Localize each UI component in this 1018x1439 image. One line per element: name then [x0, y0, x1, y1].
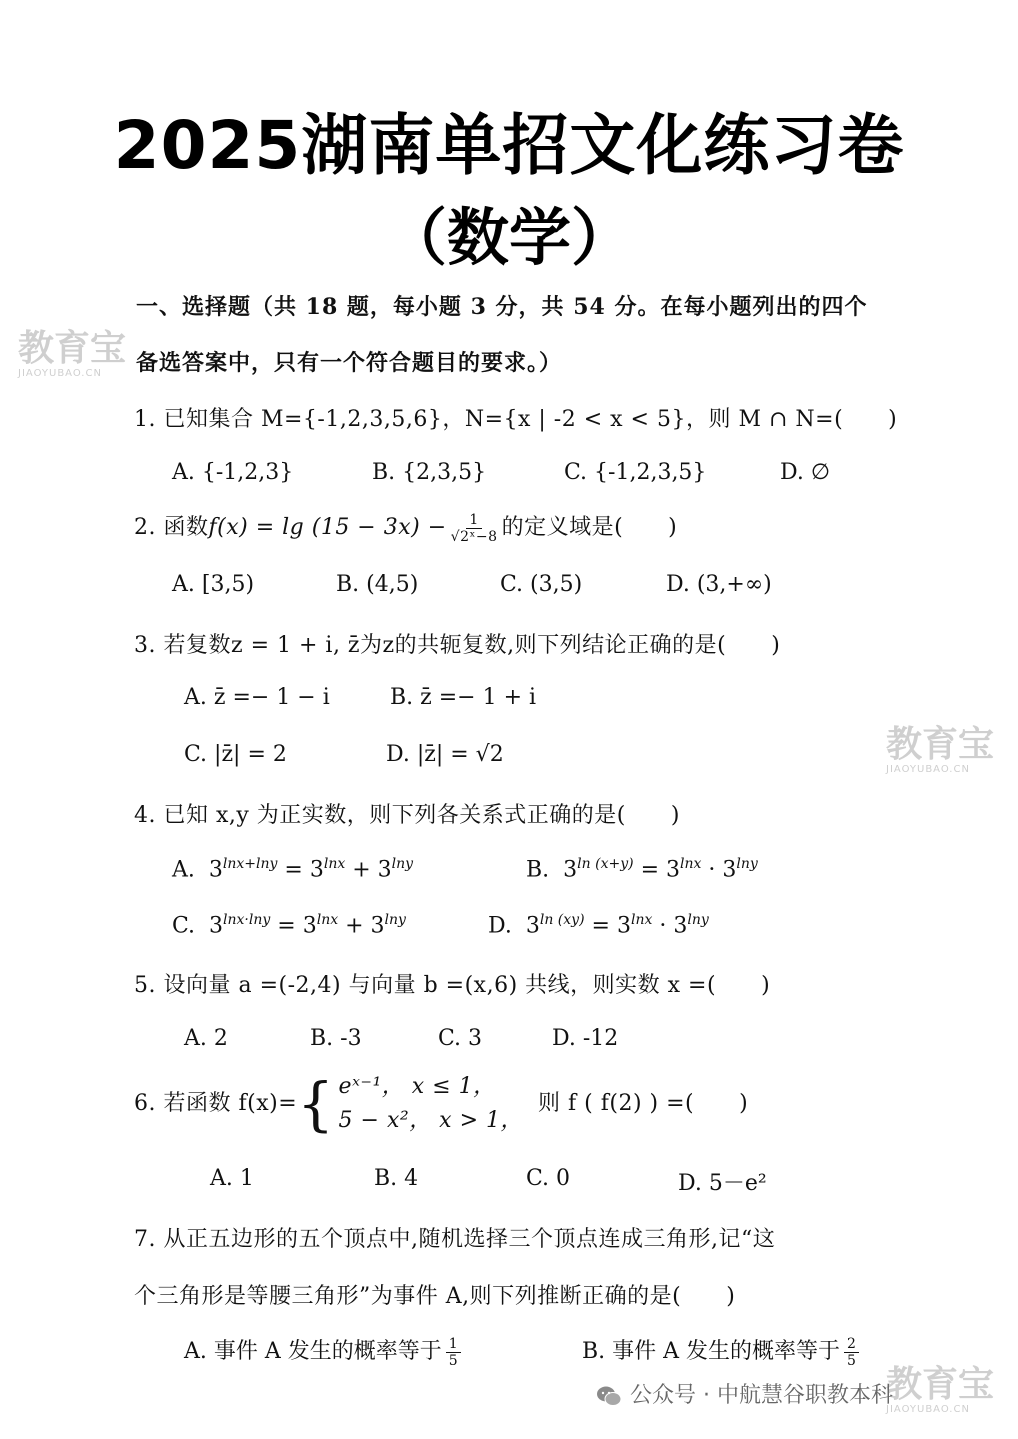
- operator: + 3: [338, 913, 385, 939]
- option-a-text: A. 事件 A 发生的概率等于: [184, 1339, 442, 1364]
- question-1-option-b: B. {2,3,5}: [372, 460, 487, 485]
- question-3-option-a: A. z̄ =− 1 − i: [184, 685, 330, 710]
- question-4-option-a: [172, 856, 413, 882]
- watermark-domain: JIAOYUBAO.CN: [886, 1404, 970, 1415]
- footer-account[interactable]: [596, 1378, 893, 1409]
- watermark-domain: JIAOYUBAO.CN: [886, 764, 970, 775]
- watermark-bottom-right: [886, 1366, 994, 1415]
- question-2-fraction: [451, 512, 498, 545]
- operator: + 3: [345, 857, 392, 883]
- option-label: A.: [172, 857, 195, 883]
- rhs: = 3: [284, 857, 324, 883]
- option-a-fraction: [446, 1336, 461, 1369]
- question-6-prefix: 6. 若函数 f(x)=: [134, 1091, 298, 1116]
- frac-num: 1: [446, 1336, 461, 1353]
- case-1: eˣ⁻¹， x ≤ 1，: [338, 1074, 496, 1099]
- exponent: lnx: [630, 912, 653, 928]
- option-b-fraction: [844, 1336, 859, 1369]
- case-2: 5 − x²， x > 1，: [338, 1108, 524, 1133]
- watermark-brand: 教育宝: [886, 1364, 995, 1405]
- question-5-option-a: A. 2: [184, 1026, 228, 1051]
- question-1-option-c: C. {-1,2,3,5}: [564, 460, 707, 485]
- question-5-option-c: C. 3: [438, 1026, 483, 1051]
- question-2-option-b: B. (4,5): [336, 572, 419, 597]
- watermark-left: [18, 330, 126, 379]
- exponent: lny: [736, 856, 758, 872]
- question-4-option-d: [488, 912, 709, 938]
- footer-text: 公众号 · 中航慧谷职教本科: [630, 1383, 893, 1408]
- question-1-option-d: D. ∅: [780, 460, 831, 485]
- watermark-domain: JIAOYUBAO.CN: [18, 368, 102, 379]
- question-6-option-b: B. 4: [374, 1166, 419, 1191]
- exponent: ln (xy): [539, 912, 585, 928]
- base: 3: [563, 857, 578, 883]
- question-2-frac-den: √2ˣ−8: [450, 528, 498, 545]
- question-7-line1: 7. 从正五边形的五个顶点中,随机选择三个顶点连成三角形,记“这: [134, 1227, 776, 1252]
- question-6-suffix: 则 f ( f(2) ) =( ): [538, 1091, 749, 1116]
- question-7-option-a: [184, 1334, 465, 1369]
- question-6-option-d: D. 5－e²: [678, 1171, 767, 1196]
- page-title: 2025湖南单招文化练习卷: [113, 107, 905, 184]
- frac-den: 5: [448, 1352, 458, 1369]
- option-label: B.: [526, 857, 550, 883]
- question-3-option-d: D. |z̄| = √2: [386, 742, 504, 767]
- option-label: C.: [172, 913, 196, 939]
- piecewise-brace: {: [297, 1070, 335, 1138]
- section-heading-line1: 一、选择题（共 18 题，每小题 3 分，共 54 分。在每小题列出的四个: [136, 294, 868, 320]
- base: 3: [208, 857, 223, 883]
- rhs: = 3: [277, 913, 317, 939]
- operator: · 3: [701, 857, 737, 883]
- question-7-option-b: [582, 1334, 863, 1369]
- question-2-option-d: D. (3,+∞): [666, 572, 772, 597]
- exponent: lnx: [680, 856, 702, 872]
- section-heading-line2: 备选答案中，只有一个符合题目的要求。）: [136, 350, 563, 376]
- piecewise-cases: [339, 1070, 523, 1138]
- exponent: lnx·lny: [223, 912, 271, 928]
- exponent: lnx+lny: [222, 856, 278, 872]
- question-4-stem: 4. 已知 x,y 为正实数，则下列各关系式正确的是( ): [134, 803, 680, 828]
- exponent: ln (x+y): [577, 856, 634, 872]
- exponent: lnx: [323, 856, 346, 872]
- question-6-stem: [134, 1070, 748, 1138]
- question-3-option-c: C. |z̄| = 2: [184, 742, 287, 767]
- question-1-option-a: A. {-1,2,3}: [172, 460, 294, 485]
- option-label: D.: [488, 913, 512, 939]
- question-4-option-b: [526, 856, 758, 882]
- question-2-option-c: C. (3,5): [500, 572, 583, 597]
- question-2-option-a: A. [3,5): [172, 572, 255, 597]
- question-2-frac-num: 1: [466, 512, 481, 529]
- question-5-stem: 5. 设向量 a =(-2,4) 与向量 b =(x,6) 共线，则实数 x =( ): [134, 973, 771, 998]
- base: 3: [525, 913, 540, 939]
- wechat-icon: [596, 1385, 622, 1407]
- question-1-stem: 1. 已知集合 M={-1,2,3,5,6}，N={x | -2 < x < 5}，则 M ∩ N=( ): [134, 407, 898, 432]
- watermark-right: [886, 726, 994, 775]
- question-4-option-c: [172, 912, 406, 938]
- page-subtitle: （数学）: [384, 201, 633, 274]
- exponent: lnx: [316, 912, 339, 928]
- exponent: lny: [391, 856, 414, 872]
- question-6-option-a: A. 1: [210, 1166, 254, 1191]
- frac-num: 2: [844, 1336, 859, 1353]
- question-3-option-b: B. z̄ =− 1 + i: [390, 685, 537, 710]
- frac-den: 5: [847, 1352, 856, 1369]
- question-2-prefix: 2. 函数: [134, 515, 209, 540]
- exponent: lny: [384, 912, 406, 928]
- question-3-stem: 3. 若复数z = 1 + i, z̄为z的共轭复数,则下列结论正确的是( ): [134, 633, 781, 658]
- question-2-formula: f(x) = lg (15 − 3x) −: [208, 515, 447, 540]
- question-5-option-d: D. -12: [552, 1026, 619, 1051]
- question-7-line2: 个三角形是等腰三角形”为事件 A,则下列推断正确的是( ): [134, 1284, 736, 1309]
- watermark-brand: 教育宝: [18, 328, 127, 369]
- question-6-option-c: C. 0: [526, 1166, 571, 1191]
- question-2-stem: [134, 510, 677, 545]
- operator: · 3: [652, 913, 688, 939]
- rhs: = 3: [640, 857, 681, 883]
- rhs: = 3: [591, 913, 631, 939]
- base: 3: [209, 913, 224, 939]
- exponent: lny: [687, 912, 709, 928]
- question-5-option-b: B. -3: [310, 1026, 362, 1051]
- watermark-brand: 教育宝: [886, 724, 995, 765]
- question-2-suffix: 的定义域是( ): [501, 515, 678, 540]
- option-b-text: B. 事件 A 发生的概率等于: [582, 1339, 841, 1364]
